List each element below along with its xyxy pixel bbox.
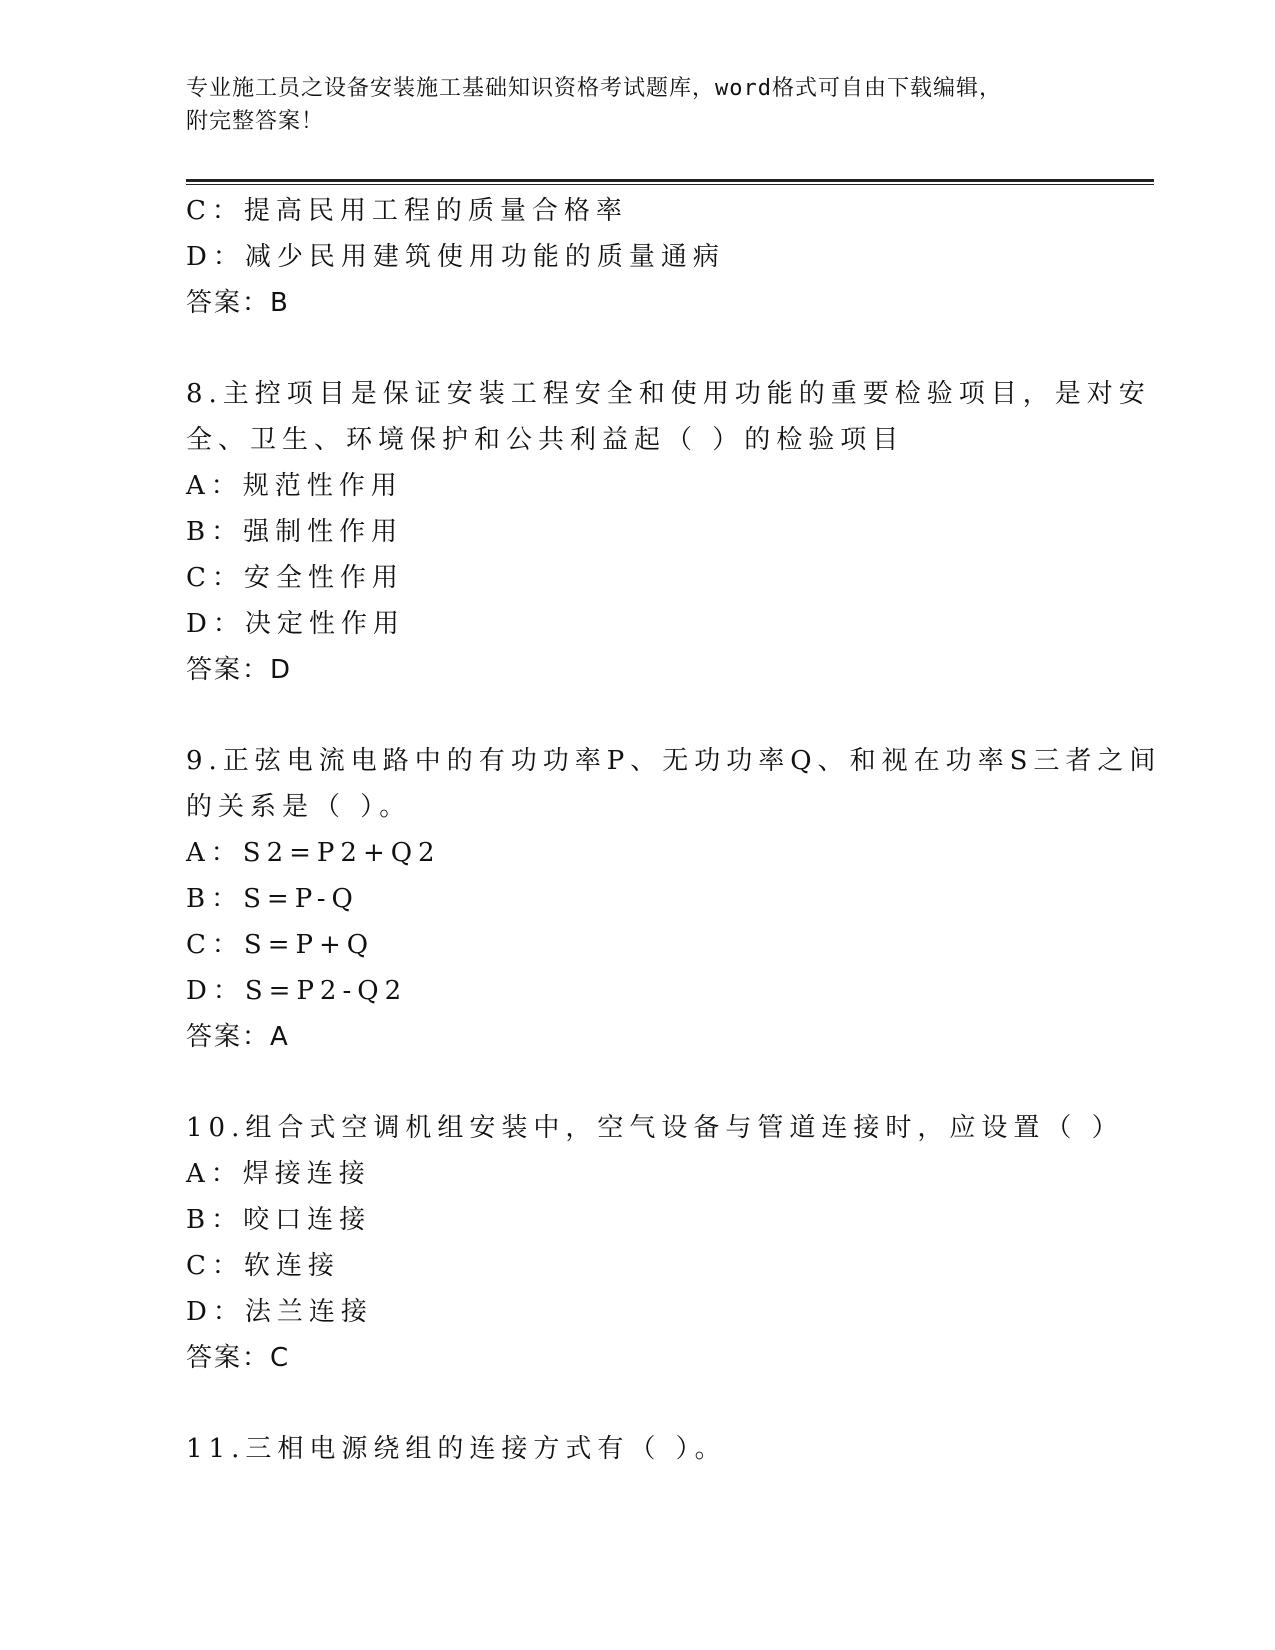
- page-header: [186, 72, 1066, 138]
- question-7-tail: [186, 188, 1086, 326]
- question-8: [186, 371, 1151, 693]
- option-c: C：安全性作用: [186, 563, 404, 593]
- option-d: D：减少民用建筑使用功能的质量通病: [186, 242, 725, 272]
- option-d: D：法兰连接: [186, 1297, 373, 1327]
- option-c: C：S=P+Q: [186, 930, 375, 960]
- question-stem: 9.正弦电流电路中的有功功率P、无功功率Q、和视在功率S三者之间: [186, 746, 1162, 776]
- answer: 答案：B: [186, 288, 290, 318]
- question-9: [186, 738, 1162, 1060]
- option-a: A：规范性作用: [186, 471, 403, 501]
- option-b: B：强制性作用: [186, 517, 404, 547]
- question-11: [186, 1426, 1086, 1472]
- question-stem-cont: 的关系是（ ）。: [186, 792, 412, 822]
- question-stem-cont: 全、卫生、环境保护和公共利益起（ ）的检验项目: [186, 425, 905, 455]
- question-stem: 11.三相电源绕组的连接方式有（ ）。: [186, 1434, 727, 1464]
- option-c: C：软连接: [186, 1251, 340, 1281]
- document-body: [186, 188, 1162, 1472]
- option-b: B：咬口连接: [186, 1205, 372, 1235]
- question-10: [186, 1105, 1124, 1381]
- question-stem: 10.组合式空调机组安装中，空气设备与管道连接时，应设置（ ）: [186, 1113, 1124, 1143]
- option-b: B：S=P-Q: [186, 884, 359, 914]
- header-line-1: 专业施工员之设备安装施工基础知识资格考试题库，word格式可自由下载编辑，: [186, 76, 1002, 101]
- option-a: A：焊接连接: [186, 1159, 371, 1189]
- header-line-2: 附完整答案！: [186, 109, 325, 134]
- option-d: D：S=P2-Q2: [186, 976, 408, 1006]
- question-stem: 8.主控项目是保证安装工程安全和使用功能的重要检验项目，是对安: [186, 379, 1151, 409]
- answer: 答案：A: [186, 1022, 290, 1052]
- option-c: C：提高民用工程的质量合格率: [186, 196, 628, 226]
- header-rule-thick: [186, 179, 1154, 182]
- option-d: D：决定性作用: [186, 609, 405, 639]
- answer: 答案：C: [186, 1343, 291, 1373]
- header-rule-thin: [186, 184, 1154, 185]
- option-a: A：S2=P2+Q2: [186, 838, 441, 868]
- answer: 答案：D: [186, 655, 293, 685]
